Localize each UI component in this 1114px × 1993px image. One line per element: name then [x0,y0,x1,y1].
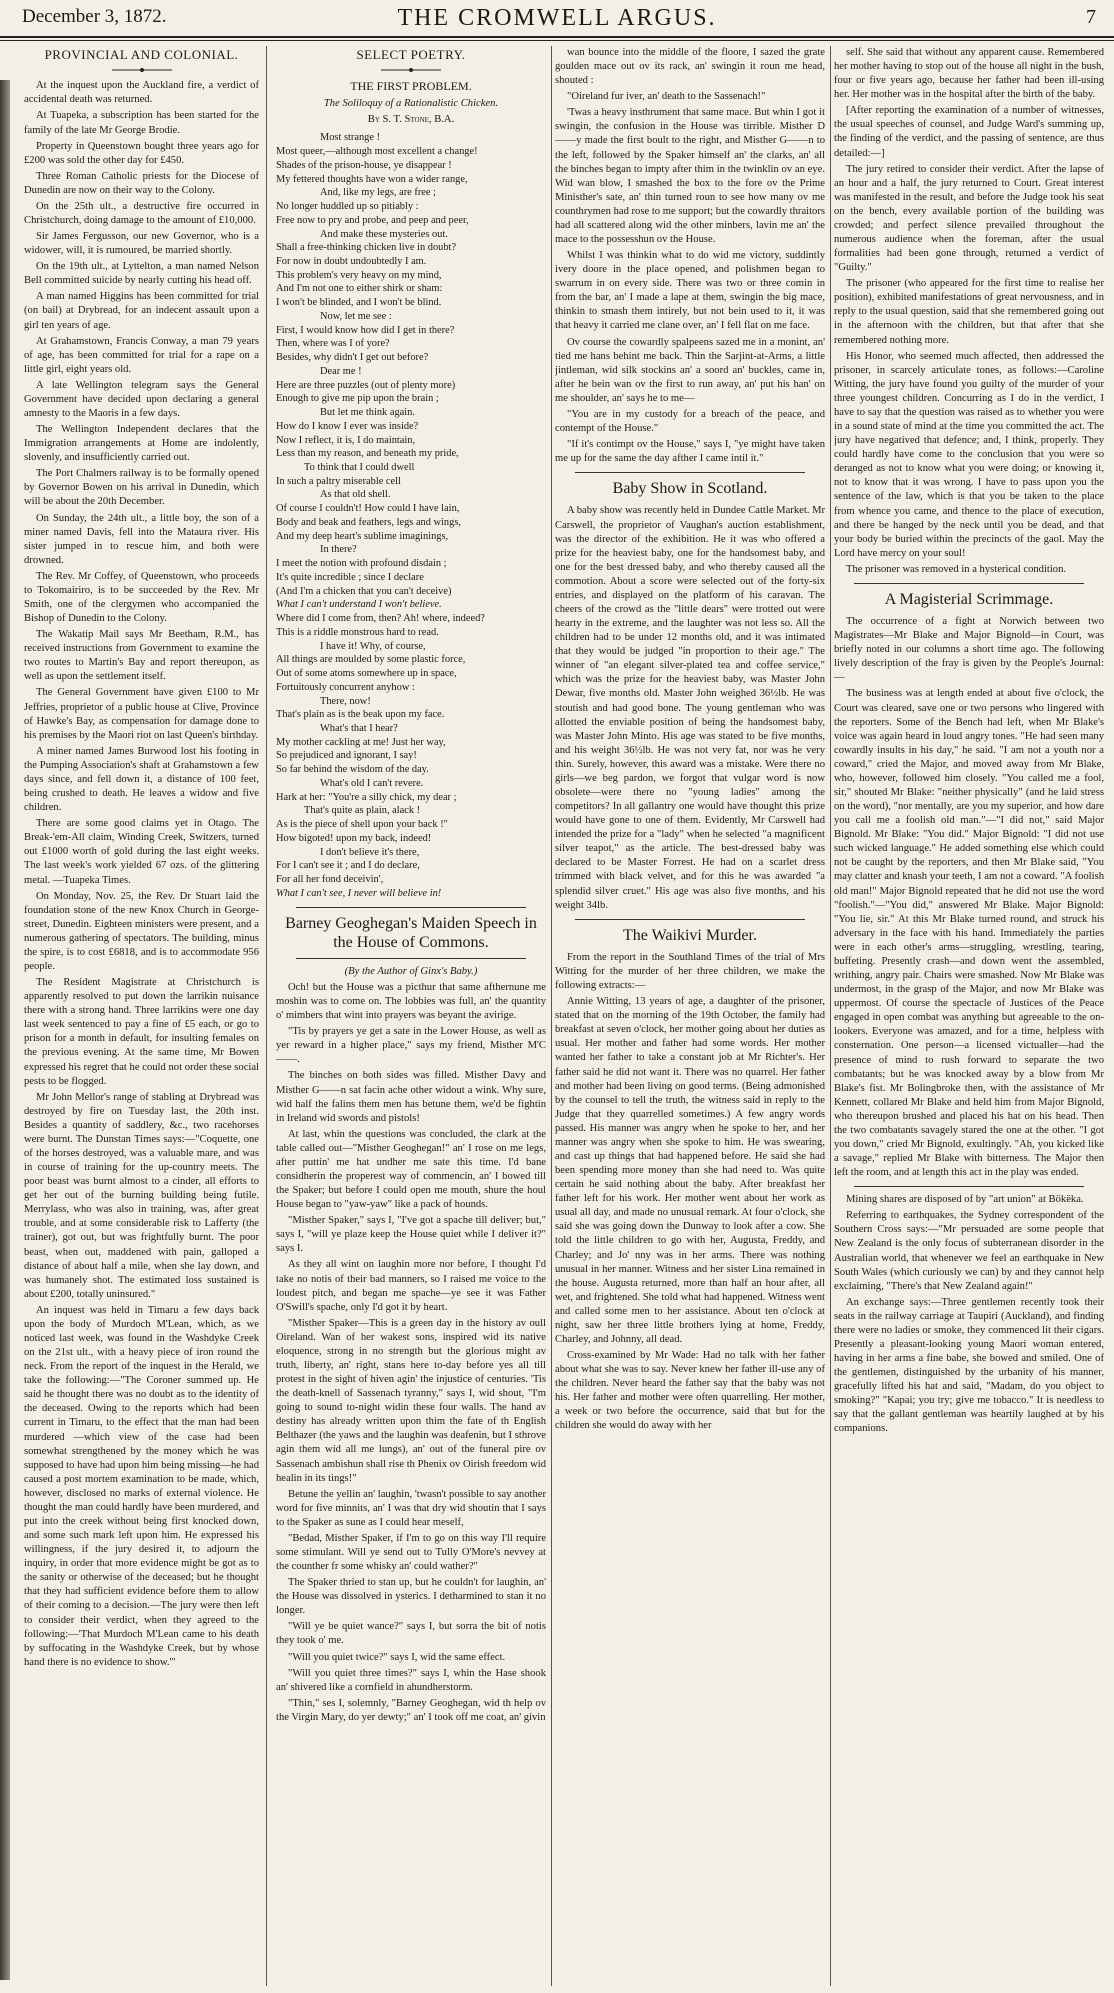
poem-line: No longer huddled up so pitiably : [276,201,419,213]
article-heading-baby-show: Baby Show in Scotland. [612,480,768,498]
poem-line: This problem's very heavy on my mind, [276,269,442,281]
article-paragraph: "Will you quiet three times?" says I, whin the Hase shook an' shivered like a cornfield in ahundherstorm. [276,1667,546,1693]
article-paragraph: Annie Witting, 13 years of age, a daughter of the prisoner, stated that on the morning of the 19th October, the family had breakfast at seven o'clock, her mother going about her duties as usual. Her mother and father had some words. Her mother wanted her father to take a constant job at Mr Richter's. Her father said he did not want it. There was no quarrel. Her father and mother had been living on good terms. (Being admonished by the counsel to tell the truth, the witness said in reply to the Judge that they quarrelled sometimes.) A few angry words passed. His manner was angry when he spoke to her, and her manner was angry when she spoke to him. He was swearing, and cast up things that had happened before. He said she had been spending more money than she had need to. Was quite certain he said nothing about the baby. After breakfast her father left for his work. Her mother went about her work as usual all day, and made no unusual remark. At four o'clock, she said she was going down the Dunway to look after a cow. She told the little children to go with her, Augusta, Freddy, and Charley; and Jo' nny was in her arms. There was nothing unusual in her manner. Witness and her sister Lina remained in the house. Augusta returned, more than half an hour after, all wet, and frightened. She told what had happened. Witness went and called some men to her assistance. About ten o'clock at night, saw her three little brothers lying at home, Freddy, Charley, and Johnny, all dead. [555,996,825,1346]
article-paragraph: Ov course the cowardly spalpeens sazed me in a monint, an' tied me hans behint me back. Thin the Sarjint-at-Arms, a little jintleman, wid silk stockins an' a soord an' buckles, came in, after he bein wan ov the first to run away, an' put his han' on me shoulder, an' says he to me— [555,336,825,404]
poem-line: Now I reflect, it is, I do maintain, [276,434,416,446]
article-paragraph: From the report in the Southland Times of the trial of Mrs Witting for the murder of her three children, we make the following extracts:— [555,951,825,992]
column-poetry [276,46,546,1986]
poem-line: Most queer,—although most excellent a change! [276,146,478,158]
poem-line: What's old I can't revere. [320,777,424,789]
section-heading-provincial: PROVINCIAL AND COLONIAL. [44,47,239,62]
article-byline: (By the Author of Ginx's Baby.) [344,965,478,977]
poem-line: I won't be blinded, and I won't be blind. [276,297,442,309]
news-item: On Monday, Nov. 25, the Rev. Dr Stuart laid the foundation stone of the new Knox Church in George-street, Dunedin. Eighteen ministers were present, and a numerous gathering of spectators. The building, minus the spire, is to cost £6818, and is to accommodate 956 people. [24,890,259,972]
article-paragraph: The jury retired to consider their verdict. After the lapse of an hour and a half, the jury returned to Court. Great interest was manifested in the result, and before the Judge took his seat on the bench, every available portion of the building was crowded; and perfect silence prevailed throughout the numerous audience when the foreman, after the usual formalities had been gone through, returned a verdict of "Guilty." [834,163,1104,274]
page-number: 7 [1086,6,1096,28]
article-paragraph: Cross-examined by Mr Wade: Had no talk with her father about what she was to say. Never knew her father ill-use any of the children. Never heard the father say that the baby was not his. Her father and mother were often quarrelling. Her mother, a week or two before the occurrence, said that but for the children she would do away with her [555,1350,825,1432]
poem-line: And my deep heart's sublime imaginings, [276,530,449,542]
poem-line: In such a paltry miserable cell [276,475,401,487]
article-paragraph: Whilst I was thinkin what to do wid me victory, suddintly ivery doore in the place opened, and polishmen began to swarrum in on every side. There was two or three comin in from the bar, an' I made a lape at them, swingin the big mace, thinkin to smash them intirely, but not bein used to it, it was that heavy it carried me clane over, an' I fell flat on me face. [555,250,825,332]
article-paragraph: The business was at length ended at about five o'clock, the Court was cleared, save one or two persons who lingered with the reporters. Some of the Bench had left, when Mr Blake's voice was again heard in loud angry tones. "He had seen many cowardly insults in his day," he said. "I am not a youth nor a coward," cried the Major, and moved away from Mr Blake, who, however, followed him closely. "You called me a fool, sir," shouted Mr Blake: "neither physically" (and he laid stress on the word), "nor mentally, are you my superior, and how dare you call me a foolish old man."—"I did not," said Major Bignold. Mr Blake: "You did." Major Bignold: "I did not use such wicked language." He added something else which could not be caught by the reporters, and then Mr Blake said, "You may clatter and knash your teeth, I am not a coward. "A foolish old man!" Major Bignold repeated that he did not use the word "foolish."—"You did," answered Mr Blake. Major Bignold: "You lie, sir." At this Mr Blake turned round, and struck his adversary in the face with his hand. Immediately the parties were in each other's arms—struggling, wrestling, tearing, buffeting. Presently crash—and down went the assembled, writhing, angry pair. Chairs were smashed. Now Mr Blake was undermost, in the grasp of the Major, and now Mr Blake was uppermost. Of course the spectacle of Justices of the Peace engaged in open combat was anything but agreeable to the on-lookers. Everyone was amazed, and for a time, helpless with consternation. One person—a licensed victualler—had the presence of mind to rush forward to separate the two combatants; but he was knocked away by a blow from Mr Blake's fist. Mr Bolingbroke then, with the assistance of Mr Kennett, collared Mr Blake and held him from Major Bignold, who thereupon brushed and placed his hat on his head. Then the two combatants savagely stared the one at the other. "I got you down," cried Mr Bignold, exultingly. "Ah, you kicked like a savage," replied Mr Blake with bitterness. The Major then left the room, and at length this act in the play was ended. [834,688,1104,1179]
article-heading-waikivi: The Waikivi Murder. [623,926,757,944]
poem-line: And I'm not one to either shirk or sham: [276,283,443,295]
article-heading-scrimmage: A Magisterial Scrimmage. [884,590,1054,608]
poem-line: Dear me ! [320,365,362,377]
poem-line: I don't believe it's there, [320,846,420,858]
masthead [0,0,1114,40]
article-paragraph: "Misther Spaker—This is a green day in the history av oull Oireland. Wan of her wakest sons, inspired wid its native eloquence, strong in no strength but the glorious might av truth, liberty, an' right, stans here to-day before yes all till protest in the sight of hiven agin' the injustice of centuries. 'Tis the death-knell of Sassenach tyranny," says I, wid shout, "I'm going to sound to-night widin these four walls. The hand av destiny has already written upon thim the fate of th English Belthazer (the yaws and the laughin was deafenin, but I sthrove agin them wid all me lungs), an' out of the funeral pire ov Sassenach ambishun shall rise th Phenix ov Oirish freedom wid healin in its tings!" [276,1317,546,1484]
article-paragraph: "Thin," ses I, solemnly, "Barney Geoghegan, wid th help ov the Virgin Mary, do yer dewty;" an' I took off me coat, an' givin [276,1697,546,1723]
article-paragraph: At last, whin the questions was concluded, the clark at the table called out—"Misther Geoghegan!" an' I rose on me legs, after puttin' me hat undher me sate this time. I'd bane considherin the properest way of commencin, an' I bowed till the Spaker; but before I could open me mouth, shure the houl House began to "yaw-yaw" like a pack of hounds. [276,1128,546,1211]
news-item: Three Roman Catholic priests for the Diocese of Dunedin are now on their way to the Colony. [24,170,259,196]
article-paragraph: The prisoner (who appeared for the first time to realise her position), exhibited manifestations of great nervousness, and in reply to the usual question, said that she remembered going out in the afternoon with the children, but that after that she remembered nothing more. [834,278,1104,346]
column-divider [830,46,831,1986]
poem-line: But let me think again. [320,407,415,419]
poem-line: And make these mysteries out. [320,228,448,240]
ornament-rule [381,67,441,73]
poem-line: Besides, why didn't I get out before? [276,352,429,364]
poem-line: This is a riddle monstrous hard to read. [276,626,439,638]
section-rule [296,907,526,908]
binding-edge [0,80,10,1980]
news-item: The Rev. Mr Coffey, of Queenstown, who proceeds to Tokomairiro, is to be succeeded by the Rev. Mr Smith, one of the clergymen who accompanied the Bishop of Dunedin to the Colony. [24,570,259,625]
news-item: Referring to earthquakes, the Sydney correspondent of the Southern Cross says:—"Mr persuaded are some people that New Zealand is the only focus of subterranean disorder in the Australian world, that whenever we feel an earthquake in New South Wales (which curiously we can) by and they cannot help exclaiming, "There's that New Zealand again!" [834,1210,1104,1292]
poem-body [276,131,546,900]
column-divider [551,46,552,1986]
poem-line: In there? [320,544,357,556]
article-paragraph: His Honor, who seemed much affected, then addressed the prisoner, in scarcely articulate tones, as follows:—Caroline Witting, the jury have found you guilty of the murder of your three youngest children. Concurring as I do in the verdict, I have to say that the question was raised as to whether you were in a sound state of mind at the time you committed the act. The jury have negatived that defence; and, I think, properly. They could hardly have come to the conclusion that you were so deranged as not to know what you were doing; or knowing it, not to know that it was wrong. I have to pass upon you the sentence of the law, which is that you be taken to the place from whence you came, and thence to the place of execution, and there be hanged by the neck until you be dead, and that your body be buried within the precincts of the gaol. May the Lord have mercy on your soul! [834,350,1104,559]
news-item: The Wellington Independent declares that the Immigration arrangements at Home are indolently, slovenly, and insufficiently carried out. [24,424,259,464]
section-heading-poetry: SELECT POETRY. [356,47,466,62]
poem-line: And, like my legs, are free ; [320,187,436,199]
news-item: An inquest was held in Timaru a few days back upon the body of Murdoch M'Lean, which, as we noticed last week, was found in the Washdyke Creek on the 21st ult., with a heavy piece of iron round the neck. From the report of the inquest in the Herald, we take the following:—"The Coroner summed up. He said he thought there was no doubt as to the identity of the deceased. Owing to the reports which had been current in Timaru, to the effect that the man had been murdered —which view of the case had been somewhat strengthened by the money which he was supposed to have had upon him being missing—he had caused a post mortem examination to be made, which, however, disclosed no marks of external violence. He thought the man could hardly have been murdered, and put into the creek without being first knocked down, and some such mark left upon him. He expressed his willingness, if the jury desired it, to adjourn the inquiry, in order that more evidence might be got as to the sanity or otherwise of the deceased; but he thought that they had sufficient evidence before them to allow of their coming to a decision.—The jury were then left to consider their verdict, when they agreed to the following:—'That Murdoch M'Lean came to his death by suffocating in the Washdyke Creek, but by whose hand there is no evidence to show.'" [24,1304,259,1668]
news-item: At Grahamstown, Francis Conway, a man 79 years of age, has been committed for trial for a rape on a little girl, eight years old. [24,335,259,375]
poem-line: What's that I hear? [320,722,398,734]
article-paragraph: "You are in my custody for a breach of the peace, and contempt of the House." [555,408,825,435]
article-paragraph: The Spaker thried to stan up, but he couldn't for laughin, an' the House was dissolved in ysterics. I detharmined to stan it no longer. [276,1577,546,1617]
poem-line: That's plain as is the beak upon my face. [276,709,445,721]
article-paragraph: "Will you quiet twice?" says I, wid the same effect. [288,1651,506,1663]
poem-line: Most strange ! [320,132,381,144]
poem-title: THE FIRST PROBLEM. [350,79,472,94]
poem-line: For I can't see it ; and I do declare, [276,860,420,872]
poem-line: To think that I could dwell [304,462,415,474]
poem-line: Enough to give me pip upon the brain ; [276,393,439,405]
news-item: The General Government have given £100 to Mr Jeffries, proprietor of a public house at Clive, Province of Hawke's Bay, as compensation for damage done to his premises by the Maori riot on last Queen's birthday. [24,687,259,741]
poem-line: That's quite as plain, alack ! [304,805,421,817]
poem-line: Of course I couldn't! How could I have lain, [276,503,460,515]
article-paragraph: Betune the yellin an' laughin, 'twasn't possible to say another word for five minnits, an' I was that dry wid shoutin that I says to the Spaker as sune as I could hear meself, [276,1488,546,1528]
article-paragraph: "Will ye be quiet wance?" says I, but sorra the bit of notis they took o' me. [276,1621,546,1647]
article-paragraph: As they all wint on laughin more nor before, I thought I'd take no notis of their bad manners, so I raised me voice to the loudest pitch, and began me spache—ye see it was Father O'Swill's spache, only I'd got it by heart. [276,1259,546,1313]
article-paragraph: The occurrence of a fight at Norwich between two Magistrates—Mr Blake and Major Bignold—in Court, was briefly noted in our columns a short time ago. The following lively description of the fray is given by the People's Journal:— [834,616,1104,684]
provincial-items [24,79,259,1670]
article-paragraph: "If it's contimpt ov the House," says I, "ye might have taken me up for the same the day afther I came intil it." [555,439,825,465]
news-item: At Tuapeka, a subscription has been started for the family of the late Mr George Brodie. [24,110,259,136]
news-item: Sir James Fergusson, our new Governor, who is a widower, will, it is rumoured, be married shortly. [24,231,259,257]
poem-line: Out of some atoms somewhere up in space, [276,668,457,680]
news-item: The Port Chalmers railway is to be formally opened by Governor Bowen on his arrival in Dunedin, which will be about the 20th December. [24,468,259,508]
column-divider [266,46,267,1986]
poem-line: Fortuitously concurrent anyhow : [276,681,415,693]
column-four [834,46,1104,1986]
masthead-rule-thin [0,40,1114,41]
article-paragraph: A baby show was recently held in Dundee Cattle Market. Mr Carswell, the proprietor of Vaughan's auction establishment, was the director of the exhibition. He it was who offered a prize for the heaviest baby, one for the handsomest baby, and one for the best dressed baby, and who thereby caused all the commotion. About a score were selected out of the forty-six entries, and displayed on the platform of his caravan. The cheers of the crowd as the "little dears" were trotted out were hearty in the extreme, and the laughter was not less so. All the children had to be under 12 months old, and it was intimated that they would be judged "in proportion to their age." The winner of "an elegant silver-plated tea and coffee service," which was the prize for the heaviest baby, was Master John Dewar, five months old. Master John weighed 36½lb. He was stoutish and had good bone. The young gentleman who was allotted the enviable position of being the handsomest baby, was Master John Minto. His age was stated to be five months, and his weight 36½lb. He was not very fat, nor was he very thin. Surely, however, this award was a mistake. Were there no girls—we beg pardon, we forgot that vulgar word is now obsolete—were there no "young ladies" among the competitors? In all gallantry one would have thought this prize would have gone to one of them. Evidently, Mr Carswell had intended the prize for a "lady" when he selected "a magnificent silver teapot," as the article. The best-dressed baby was declared to be Master Forrest. He had on a scarlet dress trimmed with black velvet, and for this he was awarded "a splendid silver cruet." His age was also five months, and his weight 34lb. [555,505,825,911]
poem-line: Hark at her: "You're a silly chick, my dear ; [276,791,457,803]
issue-date: December 3, 1872. [22,6,167,27]
column-provincial [24,46,259,1986]
poem-line: (And I'm a chicken that you can't deceive) [276,585,452,597]
poem-line: There, now! [320,695,371,707]
poem-line: Body and beak and feathers, legs and wings, [276,516,461,528]
section-rule [854,1186,1084,1187]
news-item: A man named Higgins has been committed for trial (on bail) at Drybread, for an indecent assault upon a girl ten years of age. [24,291,259,331]
article-paragraph: Och! but the House was a picthur that same afthernune me moshin was to come on. The lobbies was full, an' the quantity o' mimbers that wint into prayers was beyant the avirige. [276,981,546,1022]
news-item: On the 19th ult., at Lyttelton, a man named Nelson Bell committed suicide by nearly cutting his head off. [24,261,259,287]
news-item: At the inquest upon the Auckland fire, a verdict of accidental death was returned. [24,80,259,106]
ornament-rule [112,67,172,73]
poem-line: Now, let me see : [320,310,392,322]
section-rule [575,472,805,473]
news-item: There are some good claims yet in Otago. The Break-'em-All claim, Winding Creek, Switzers, turned out £1000 worth of gold during the last eight weeks. The last week's work yielded 67 ozs. of the glittering metal. —Tuapeka Times. [24,818,259,886]
poem-line: How bigoted! upon my back, indeed! [276,832,432,844]
news-item: A late Wellington telegram says the General Government have decided upon declaring a general amnesty to the Maoris in a few days. [24,379,259,419]
poem-line: Free now to pry and probe, and peep and peer, [276,214,469,226]
news-item: On the 25th ult., a destructive fire occurred in Christchurch, doing damage to the amount of £10,000. [24,200,259,226]
section-rule [575,919,805,920]
article-paragraph: "Tis by prayers ye get a sate in the Lower House, as well as yer reward in a higher place," says my friend, Misther M'C——. [276,1026,546,1066]
poem-line: As that old shell. [320,489,391,501]
poem-line: For all her fond deceivin', [276,874,384,886]
poem-subtitle: The Soliloquy of a Rationalistic Chicken. [323,98,499,110]
article-heading-barney: Barney Geoghegan's Maiden Speech in the House of Commons. [285,914,537,951]
news-item: On Sunday, the 24th ult., a little boy, the son of a miner named Davis, fell into the Mataura river. His sister jumped in to rescue him, and both were drowned. [24,512,259,566]
poem-line: I have it! Why, of course, [320,640,426,652]
poem-line: My mother cackling at me! Just her way, [276,736,446,748]
news-item: The Wakatip Mail says Mr Beetham, R.M., has received instructions from Government to examine the two routes to Martin's Bay and report thereupon, as well as upon the settlement itself. [24,629,259,683]
news-item: Property in Queenstown bought three years ago for £200 was sold the other day for £450. [24,140,259,166]
poem-line: Less than my reason, and beneath my pride, [276,448,459,460]
article-paragraph: "Misther Spaker," says I, "I've got a spache till deliver; but," says I, "will ye plaze keep the House quiet while I deliver it?" says I. [276,1215,546,1255]
news-item: A miner named James Burwood lost his footing in the Pumping Association's shaft at Grahamstown a few days since, and fell down it, a distance of 100 feet, being crushed to death. He leaves a widow and five children. [24,745,259,814]
article-paragraph: wan bounce into the middle of the floore, I sazed the grate goulden mace out ov its rack, an' swingin it roun me head, shouted : [555,47,825,87]
poem-line: Shall a free-thinking chicken live in doubt? [276,242,457,254]
poem-line: I meet the notion with profound disdain ; [276,558,447,570]
article-paragraph: self. She said that without any apparent cause. Remembered her mother having to stop out of the house all night in the bush, four or five years ago, because her father had been ill-using her. Her mother was in the hospital after the birth of the baby. [834,47,1104,101]
poem-line: So far behind the wisdom of the day. [276,764,429,776]
section-rule [854,583,1084,584]
poem-line: What I can't understand I won't believe. [276,599,442,611]
poem-line: Then, where was I of yore? [276,338,390,350]
poem-line: For now in doubt undoubtedly I am. [276,256,427,267]
article-paragraph: "Bedad, Misther Spaker, if I'm to go on this way I'll require some stimulant. Will ye send out to Tully O'More's nevvey at the counther fr some whisky an' could wather?" [276,1532,546,1573]
poem-line: What I can't see, I never will believe in! [276,887,442,899]
poem-line: Where did I come from, then? Ah! where, indeed? [276,613,485,625]
poem-line: My fettered thoughts have won a wider range, [276,173,468,185]
masthead-rule [0,36,1114,38]
poem-line: Shades of the prison-house, ye disappear ! [276,159,452,171]
section-rule [296,958,526,959]
news-item: The Resident Magistrate at Christchurch is apparently resolved to put down the larrikin nuisance there with a strong hand. Three larrikins were one day last week sentenced to pay a fine of £5 each, or go to prison for a month in default, for insulting females on the previous evening. At the same time, Mr Bowen expressed his regret that he could not order these social pests to be flogged. [24,977,259,1087]
poem-line: It's quite incredible ; since I declare [276,571,424,583]
article-paragraph: The prisoner was removed in a hysterical condition. [846,563,1067,575]
poem-line: How do I know I ever was inside? [276,420,419,432]
poem-line: All things are moulded by some plastic force, [276,654,466,666]
article-paragraph: The binches on both sides was filled. Misther Davy and Misther G——n sat facin ache other widout a wink. Why sure, wid half the falins them men has betune them, we'd be fightin in Ireland wid swords and pistols! [276,1070,546,1124]
column-three [555,46,825,1986]
poem-line: Here are three puzzles (out of plenty more) [276,379,456,391]
article-paragraph: [After reporting the examination of a number of witnesses, the usual speeches of counsel, and Judge Ward's summing up, the finding of the verdict, and the passing of sentence, are thus detailed:—] [834,105,1104,159]
poem-line: As is the piece of shell upon your back !" [276,819,448,831]
news-item: An exchange says:—Three gentlemen recently took their seats in the railway carriage at Taupiri (Auckland), and finding there were no ladies or smoke, they commenced lit their cigars. Presently a pleasant-looking young Maori woman entered, having in her arms a fine babe, she bowed and smiled. One of the gentlemen, distinguished by the urbanity of his manner, gracefully lifted his hat and said, "Madam, do you object to smoking?" "Kapai; you try; give me tobacco." It is needless to say that the gallant gentleman was heartily laughed at by his companions. [834,1296,1104,1435]
article-paragraph: 'Twas a heavy insthrument that same mace. But whin I got it swingin, the confusion in the House was tirrible. Misther D——y made the first boult to the right, and Misther G——n to the left, followed by the Spaker himself an' the clarks, an' all the binches began to impty after thim in the twinklin ov an eye. Wid wan blow, I smashed the box to the fore ov the Prime Ministher's sate, an' thin turned roun to see how many ov me counthrymen had rose to me support; but the cowardly thraitors had all scattered along wid the other minbers, lavin me an' the mace to the possesshun ov the House. [555,107,825,246]
news-item: Mining shares are disposed of by "art union" at Bökëka. [846,1194,1084,1206]
poem-author: By S. T. Stone, B.A. [367,114,455,126]
newspaper-title: THE CROMWELL ARGUS. [397,5,717,31]
news-item: Mr John Mellor's range of stabling at Drybread was destroyed by fire on Tuesday last, the 20th inst. Besides a quantity of saddlery, &c., two racehorses were burnt. The Dunstan Times says:—"Coquette, one of the horses destroyed, was a valuable mare, and was in course of training for the up-country meets. The poor beast was burnt almost to a cinder, all efforts to get her out of the burning building being futile. Merrylass, who was also in training, was, after great trouble, and at some considerable risk to Lafferty (the trainer), got out, but was frightfully burnt. The poor beast, when out, maddened with pain, galloped a distance of about half a mile, when she lay down, and was humanely shot. The estimated loss sustained is about £200, totally uninsured." [24,1091,259,1300]
article-paragraph: "Oireland fur iver, an' death to the Sassenach!" [567,91,766,103]
poem-line: So prejudiced and ignorant, I say! [276,750,417,762]
poem-line: First, I would know how did I get in there? [276,324,455,336]
